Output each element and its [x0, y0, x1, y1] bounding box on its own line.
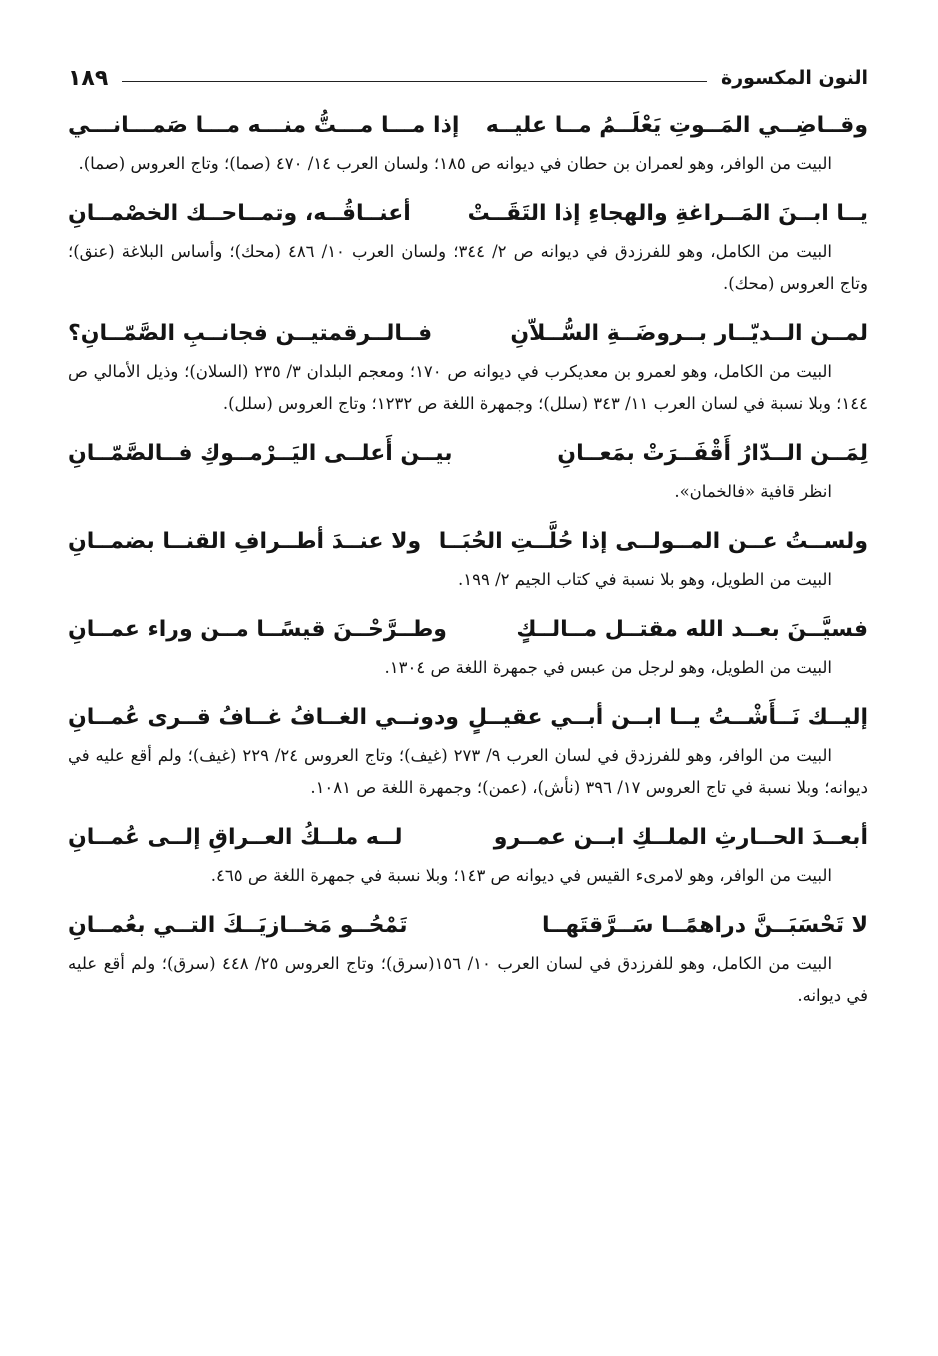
verse-line — [68, 312, 868, 356]
verse-entry — [68, 104, 868, 180]
second-hemistich: بيــن أَعلــى اليَــرْمــوكِ فــالصَّمّــانِ — [68, 441, 453, 466]
verse-entry — [68, 192, 868, 300]
second-hemistich: ولا عنــدَ أطــرافِ القنــا بضمــانِ — [68, 529, 422, 554]
verse-note: البيت من الكامل، وهو للفرزدق في ديوانه ص ٢/ ٣٤٤؛ ولسان العرب ١٠/ ٤٨٦ (محك)؛ وأساس البلاغة (عنق)؛ وتاج العروس (محك). — [68, 242, 868, 293]
verse-entry — [68, 520, 868, 596]
second-hemistich: إذا مـــا مـــتُّ منـــه مـــا صَمـــانـــي — [68, 113, 460, 138]
first-hemistich: لِمَــن الــدّارُ أَقْفَــرَتْ بمَعــانِ — [557, 441, 868, 466]
verse-note: البيت من الوافر، وهو لعمران بن حطان في ديوانه ص ١٨٥؛ ولسان العرب ١٤/ ٤٧٠ (صما)؛ وتاج العروس (صما). — [78, 154, 832, 173]
verse-entry — [68, 816, 868, 892]
verse-entry — [68, 904, 868, 1012]
header-rule — [122, 81, 707, 82]
first-hemistich: لا تَحْسَبَــنَّ دراهمًــا سَــرَّقتَهــا — [541, 913, 868, 938]
second-hemistich: وطــرَّحْــنَ قيسًــا مــن وراء عمــانِ — [68, 617, 447, 642]
running-title: النون المكسورة — [721, 67, 868, 89]
verse-line — [68, 520, 868, 564]
page-number: ١٨٩ — [68, 65, 109, 91]
verse-line — [68, 816, 868, 860]
verse-note: البيت من الكامل، وهو للفرزدق في لسان العرب ١٠/ ١٥٦(سرق)؛ وتاج العروس ٢٥/ ٤٤٨ (سرق)؛ ولم أقع عليه في ديوانه. — [68, 954, 868, 1005]
first-hemistich: لمــن الــديّــار بــروضَــةِ السُّــلاّنِ — [510, 321, 868, 346]
second-hemistich: فــالــرقمتيــن فجانــبِ الصَّمّــانِ؟ — [68, 321, 433, 346]
verse-note: انظر قافية «فالخمان». — [674, 482, 832, 501]
verse-line — [68, 904, 868, 948]
verse-entries — [68, 104, 868, 1012]
verse-note: البيت من الطويل، وهو لرجل من عبس في جمهرة اللغة ص ١٣٠٤. — [384, 658, 832, 677]
first-hemistich: يــا ابــنَ المَــراغةِ والهجاءِ إذا التَقَــتْ — [467, 201, 868, 226]
first-hemistich: إليــك نَــأَشْــتُ يــا ابــن أبــي عقيــلٍ — [468, 705, 868, 730]
first-hemistich: وقــاضِــي المَــوتِ يَعْلَــمُ مــا عليــه — [485, 113, 868, 138]
verse-note: البيت من الكامل، وهو لعمرو بن معديكرب في ديوانه ص ١٧٠؛ ومعجم البلدان ٣/ ٢٣٥ (السلان)؛ وذيل الأمالي ص ١٤٤؛ وبلا نسبة في لسان العرب ١١/ ٣٤٣ (سلل)؛ وجمهرة اللغة ص ١٢٣٢؛ وتاج العروس (سلل). — [68, 362, 868, 413]
first-hemistich: أبعــدَ الحــارثِ الملــكِ ابــن عمــرو — [493, 825, 868, 850]
verse-line — [68, 608, 868, 652]
verse-line — [68, 432, 868, 476]
verse-entry — [68, 432, 868, 508]
second-hemistich: تَمْحُــو مَخــازيَــكَ التــي بعُمــانِ — [68, 913, 408, 938]
verse-entry — [68, 696, 868, 804]
verse-line — [68, 696, 868, 740]
verse-note: البيت من الوافر، وهو لامرىء القيس في ديوانه ص ١٤٣؛ وبلا نسبة في جمهرة اللغة ص ٤٦٥. — [210, 866, 832, 885]
verse-entry — [68, 312, 868, 420]
verse-note: البيت من الطويل، وهو بلا نسبة في كتاب الجيم ٢/ ١٩٩. — [457, 570, 832, 589]
second-hemistich: أعنــاقُــه، وتمــاحــك الخصْمــانِ — [68, 201, 411, 226]
second-hemistich: ودونــي الغــافُ غــافُ قــرى عُمــانِ — [68, 705, 459, 730]
verse-entry — [68, 608, 868, 684]
second-hemistich: لــه ملــكُ العــراقِ إلــى عُمــانِ — [68, 825, 403, 850]
verse-line — [68, 104, 868, 148]
first-hemistich: فسيَّــنَ بعــد الله مقتــل مــالــكٍ — [516, 617, 868, 642]
verse-line — [68, 192, 868, 236]
verse-note: البيت من الوافر، وهو للفرزدق في لسان العرب ٩/ ٢٧٣ (غيف)؛ وتاج العروس ٢٤/ ٢٢٩ (غيف)؛ ولم أقع عليه في ديوانه؛ وبلا نسبة في تاج العروس ١٧/ ٣٩٦ (نأش)، (عمن)؛ وجمهرة اللغة ص ١٠٨١. — [68, 746, 868, 797]
first-hemistich: ولســتُ عــن المــولــى إذا حُلَّــتِ الحُبَــا — [438, 529, 868, 554]
page-header — [68, 58, 868, 98]
